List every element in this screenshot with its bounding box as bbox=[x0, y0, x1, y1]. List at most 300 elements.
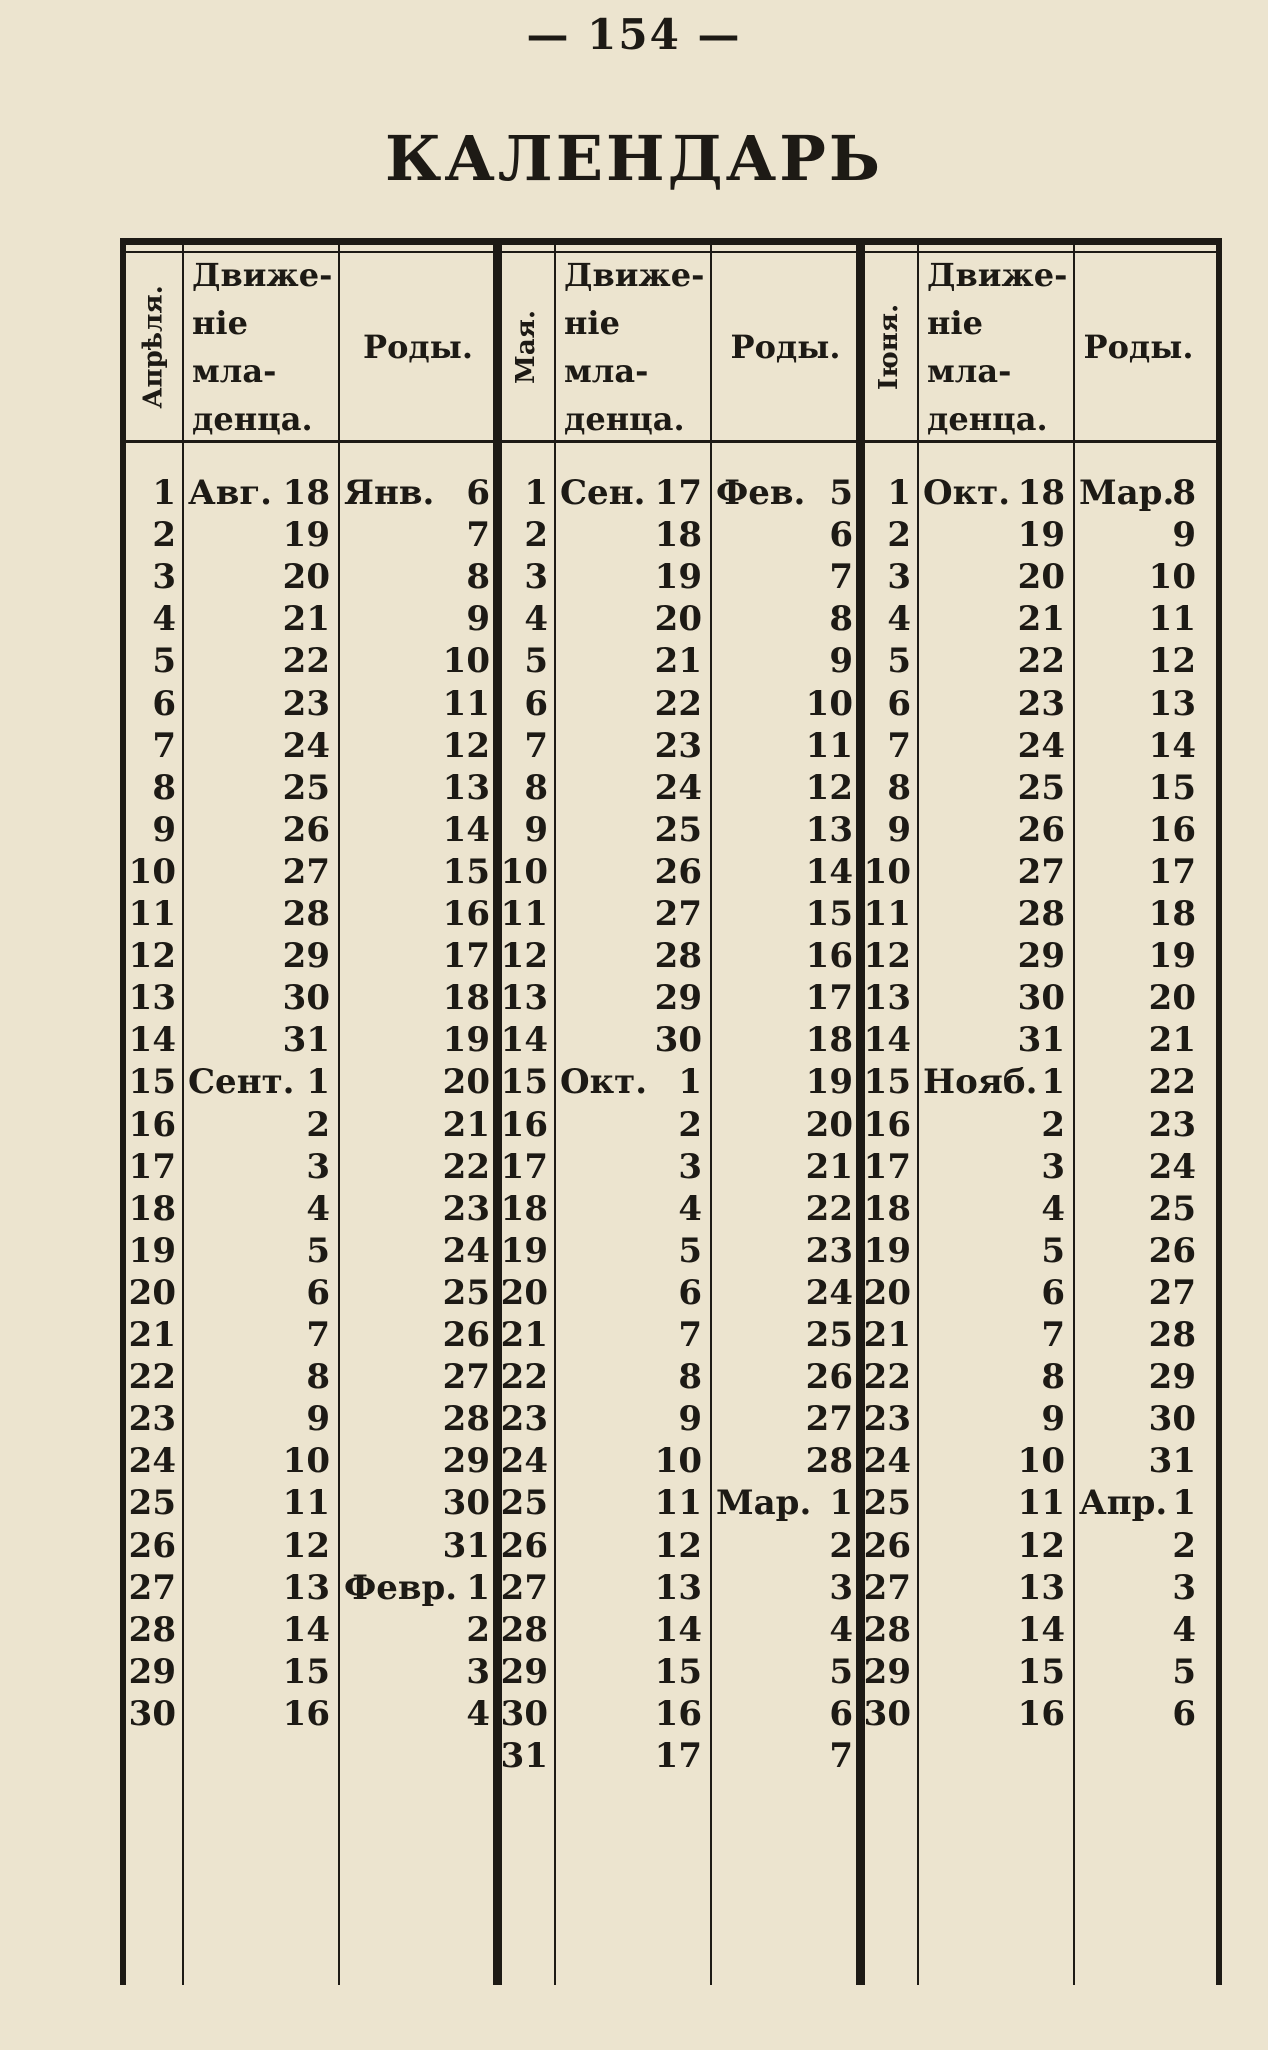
day-cell: 19 bbox=[128, 1230, 176, 1271]
motion-date: 25 bbox=[654, 809, 702, 850]
birth-date: 9 bbox=[466, 599, 490, 640]
motion-date: 11 bbox=[654, 1483, 702, 1524]
birth-date: 12 bbox=[442, 725, 490, 766]
birth-date: 4 bbox=[466, 1693, 490, 1734]
birth-month: Февр. bbox=[344, 1567, 458, 1608]
birth-date: 15 bbox=[1148, 767, 1196, 808]
day-cell: 2 bbox=[152, 515, 176, 556]
day-cell: 22 bbox=[128, 1357, 176, 1398]
day-cell: 7 bbox=[152, 725, 176, 766]
day-cell: 23 bbox=[863, 1399, 911, 1440]
day-cell: 10 bbox=[500, 851, 548, 892]
motion-date: 28 bbox=[1017, 894, 1065, 934]
motion-header-line: Движе- bbox=[192, 255, 333, 294]
motion-date: 20 bbox=[654, 599, 702, 640]
motion-date: 6 bbox=[678, 1272, 702, 1313]
motion-date: 5 bbox=[306, 1230, 330, 1271]
birth-date: 18 bbox=[1148, 894, 1196, 934]
birth-date: 6 bbox=[1172, 1693, 1196, 1734]
motion-date: 22 bbox=[654, 683, 702, 724]
motion-date: 12 bbox=[654, 1525, 702, 1566]
birth-date: 24 bbox=[442, 1230, 490, 1271]
day-cell: 16 bbox=[128, 1104, 176, 1145]
motion-date: 16 bbox=[1017, 1693, 1065, 1734]
motion-header bbox=[186, 255, 340, 438]
motion-date: 3 bbox=[678, 1146, 702, 1187]
month-header bbox=[126, 253, 182, 440]
motion-date: 1 bbox=[678, 1062, 702, 1103]
birth-date: 25 bbox=[805, 1315, 853, 1355]
day-cell: 26 bbox=[863, 1525, 911, 1566]
birth-date: 10 bbox=[805, 683, 853, 724]
birth-date: 3 bbox=[1172, 1567, 1196, 1608]
motion-header bbox=[558, 255, 712, 438]
day-cell: 13 bbox=[863, 978, 911, 1019]
birth-date: 3 bbox=[466, 1651, 490, 1692]
day-cell: 6 bbox=[887, 683, 911, 724]
day-cell: 12 bbox=[500, 936, 548, 977]
birth-date: 11 bbox=[1148, 599, 1196, 640]
birth-date: 19 bbox=[1148, 936, 1196, 977]
birth-date: 29 bbox=[442, 1441, 490, 1482]
birth-date: 31 bbox=[1148, 1441, 1196, 1482]
motion-date: 21 bbox=[654, 641, 702, 682]
birth-date: 29 bbox=[1148, 1357, 1196, 1398]
day-cell: 26 bbox=[128, 1525, 176, 1566]
motion-date: 17 bbox=[654, 1736, 702, 1776]
day-cell: 27 bbox=[863, 1567, 911, 1608]
birth-date: 2 bbox=[466, 1609, 490, 1650]
day-cell: 8 bbox=[887, 767, 911, 808]
day-cell: 11 bbox=[128, 894, 176, 934]
calendar-table bbox=[120, 238, 1222, 1985]
motion-header-text bbox=[192, 251, 340, 443]
day-cell: 26 bbox=[500, 1525, 548, 1566]
day-cell: 29 bbox=[128, 1651, 176, 1692]
birth-date: 9 bbox=[1172, 515, 1196, 556]
day-cell: 1 bbox=[524, 473, 548, 513]
motion-date: 23 bbox=[1017, 683, 1065, 724]
month-label: Мая. bbox=[511, 309, 542, 384]
motion-date: 20 bbox=[1017, 557, 1065, 598]
day-cell: 28 bbox=[863, 1609, 911, 1650]
day-cell: 5 bbox=[887, 641, 911, 682]
motion-date: 23 bbox=[282, 683, 330, 724]
motion-month: Окт. bbox=[923, 473, 1011, 513]
motion-date: 28 bbox=[654, 936, 702, 977]
motion-date: 29 bbox=[1017, 936, 1065, 977]
motion-date: 26 bbox=[1017, 809, 1065, 850]
motion-date: 29 bbox=[282, 936, 330, 977]
day-cell: 18 bbox=[128, 1188, 176, 1229]
birth-date: 10 bbox=[1148, 557, 1196, 598]
motion-date: 1 bbox=[1041, 1062, 1065, 1103]
day-cell: 24 bbox=[500, 1441, 548, 1482]
birth-date: 21 bbox=[1148, 1020, 1196, 1061]
birth-date: 1 bbox=[829, 1483, 853, 1524]
day-cell: 2 bbox=[524, 515, 548, 556]
motion-header-line: денца. bbox=[564, 399, 685, 438]
motion-date: 3 bbox=[306, 1146, 330, 1187]
birth-date: 24 bbox=[1148, 1146, 1196, 1187]
motion-date: 11 bbox=[282, 1483, 330, 1524]
motion-date: 30 bbox=[282, 978, 330, 1019]
motion-date: 27 bbox=[1017, 851, 1065, 892]
day-cell: 18 bbox=[500, 1188, 548, 1229]
birth-date: 4 bbox=[1172, 1609, 1196, 1650]
birth-date: 22 bbox=[442, 1146, 490, 1187]
day-cell: 11 bbox=[863, 894, 911, 934]
birth-date: 14 bbox=[1148, 725, 1196, 766]
motion-month: Нояб. bbox=[923, 1062, 1038, 1103]
day-cell: 25 bbox=[863, 1483, 911, 1524]
motion-date: 13 bbox=[654, 1567, 702, 1608]
day-cell: 29 bbox=[863, 1651, 911, 1692]
birth-date: 9 bbox=[829, 641, 853, 682]
birth-date: 11 bbox=[805, 725, 853, 766]
motion-date: 10 bbox=[282, 1441, 330, 1482]
birth-date: 25 bbox=[1148, 1188, 1196, 1229]
birth-date: 15 bbox=[442, 851, 490, 892]
motion-date: 4 bbox=[678, 1188, 702, 1229]
motion-date: 18 bbox=[654, 515, 702, 556]
birth-date: 12 bbox=[1148, 641, 1196, 682]
birth-date: 22 bbox=[1148, 1062, 1196, 1103]
motion-header bbox=[921, 255, 1075, 438]
page-number: — 154 — bbox=[526, 10, 742, 59]
day-cell: 8 bbox=[524, 767, 548, 808]
birth-date: 8 bbox=[466, 557, 490, 598]
month-header bbox=[498, 253, 554, 440]
birth-date: 13 bbox=[1148, 683, 1196, 724]
birth-month: Мар. bbox=[1079, 473, 1175, 513]
day-cell: 4 bbox=[887, 599, 911, 640]
day-cell: 23 bbox=[500, 1399, 548, 1440]
motion-date: 7 bbox=[678, 1315, 702, 1355]
motion-date: 14 bbox=[1017, 1609, 1065, 1650]
motion-date: 9 bbox=[306, 1399, 330, 1440]
birth-date: 14 bbox=[442, 809, 490, 850]
day-cell: 28 bbox=[128, 1609, 176, 1650]
day-cell: 9 bbox=[152, 809, 176, 850]
day-cell: 25 bbox=[500, 1483, 548, 1524]
birth-date: 11 bbox=[442, 683, 490, 724]
day-cell: 21 bbox=[863, 1315, 911, 1355]
motion-date: 25 bbox=[282, 767, 330, 808]
day-cell: 23 bbox=[128, 1399, 176, 1440]
motion-date: 27 bbox=[282, 851, 330, 892]
birth-date: 2 bbox=[1172, 1525, 1196, 1566]
birth-date: 5 bbox=[829, 1651, 853, 1692]
motion-date: 15 bbox=[1017, 1651, 1065, 1692]
motion-date: 9 bbox=[678, 1399, 702, 1440]
day-cell: 17 bbox=[128, 1146, 176, 1187]
motion-date: 9 bbox=[1041, 1399, 1065, 1440]
birth-date: 19 bbox=[442, 1020, 490, 1061]
birth-date: 27 bbox=[1148, 1272, 1196, 1313]
birth-date: 28 bbox=[805, 1441, 853, 1482]
day-cell: 13 bbox=[128, 978, 176, 1019]
motion-date: 3 bbox=[1041, 1146, 1065, 1187]
birth-date: 27 bbox=[442, 1357, 490, 1398]
motion-header-line: ніе мла- bbox=[192, 303, 277, 390]
birth-date: 27 bbox=[805, 1399, 853, 1440]
motion-date: 20 bbox=[282, 557, 330, 598]
birth-date: 7 bbox=[829, 1736, 853, 1776]
motion-date: 5 bbox=[1041, 1230, 1065, 1271]
day-cell: 21 bbox=[128, 1315, 176, 1355]
birth-date: 17 bbox=[805, 978, 853, 1019]
birth-date: 18 bbox=[442, 978, 490, 1019]
day-cell: 14 bbox=[863, 1020, 911, 1061]
motion-date: 10 bbox=[1017, 1441, 1065, 1482]
day-cell: 11 bbox=[500, 894, 548, 934]
motion-date: 13 bbox=[1017, 1567, 1065, 1608]
motion-month: Авг. bbox=[188, 473, 272, 513]
motion-date: 16 bbox=[282, 1693, 330, 1734]
motion-header-line: Движе- bbox=[927, 255, 1068, 294]
birth-date: 28 bbox=[442, 1399, 490, 1440]
day-cell: 4 bbox=[152, 599, 176, 640]
day-cell: 15 bbox=[500, 1062, 548, 1103]
day-cell: 29 bbox=[500, 1651, 548, 1692]
motion-date: 21 bbox=[282, 599, 330, 640]
day-cell: 31 bbox=[500, 1736, 548, 1776]
motion-date: 6 bbox=[1041, 1272, 1065, 1313]
motion-date: 28 bbox=[282, 894, 330, 934]
birth-date: 8 bbox=[829, 599, 853, 640]
motion-date: 1 bbox=[306, 1062, 330, 1103]
motion-date: 19 bbox=[282, 515, 330, 556]
birth-date: 6 bbox=[829, 515, 853, 556]
birth-date: 16 bbox=[805, 936, 853, 977]
motion-header-line: ніе мла- bbox=[927, 303, 1012, 390]
birth-date: 30 bbox=[442, 1483, 490, 1524]
motion-header-line: Движе- bbox=[564, 255, 705, 294]
birth-month: Мар. bbox=[716, 1483, 812, 1524]
motion-month: Окт. bbox=[560, 1062, 648, 1103]
birth-date: 13 bbox=[442, 767, 490, 808]
birth-date: 30 bbox=[1148, 1399, 1196, 1440]
motion-date: 26 bbox=[282, 809, 330, 850]
motion-date: 19 bbox=[654, 557, 702, 598]
motion-date: 2 bbox=[1041, 1104, 1065, 1145]
day-cell: 18 bbox=[863, 1188, 911, 1229]
motion-date: 8 bbox=[1041, 1357, 1065, 1398]
birth-date: 20 bbox=[805, 1104, 853, 1145]
birth-header: Роды. bbox=[363, 327, 473, 366]
day-cell: 25 bbox=[128, 1483, 176, 1524]
day-cell: 20 bbox=[500, 1272, 548, 1313]
birth-date: 25 bbox=[442, 1272, 490, 1313]
motion-date: 15 bbox=[654, 1651, 702, 1692]
day-cell: 15 bbox=[863, 1062, 911, 1103]
birth-date: 16 bbox=[1148, 809, 1196, 850]
motion-date: 13 bbox=[282, 1567, 330, 1608]
day-cell: 9 bbox=[887, 809, 911, 850]
motion-date: 22 bbox=[282, 641, 330, 682]
motion-date: 14 bbox=[654, 1609, 702, 1650]
birth-date: 26 bbox=[805, 1357, 853, 1398]
birth-date: 23 bbox=[442, 1188, 490, 1229]
day-cell: 14 bbox=[500, 1020, 548, 1061]
motion-date: 27 bbox=[654, 894, 702, 934]
day-cell: 30 bbox=[863, 1693, 911, 1734]
day-cell: 30 bbox=[128, 1693, 176, 1734]
day-cell: 7 bbox=[887, 725, 911, 766]
day-cell: 27 bbox=[128, 1567, 176, 1608]
day-cell: 5 bbox=[524, 641, 548, 682]
day-cell: 17 bbox=[500, 1146, 548, 1187]
motion-date: 5 bbox=[678, 1230, 702, 1271]
day-cell: 6 bbox=[152, 683, 176, 724]
motion-date: 15 bbox=[282, 1651, 330, 1692]
motion-date: 30 bbox=[654, 1020, 702, 1061]
day-cell: 20 bbox=[128, 1272, 176, 1313]
birth-date: 3 bbox=[829, 1567, 853, 1608]
motion-header-text bbox=[564, 251, 712, 443]
motion-date: 11 bbox=[1017, 1483, 1065, 1524]
motion-date: 4 bbox=[1041, 1188, 1065, 1229]
day-cell: 3 bbox=[887, 557, 911, 598]
motion-date: 30 bbox=[1017, 978, 1065, 1019]
month-label: Іюня. bbox=[874, 303, 904, 390]
motion-date: 10 bbox=[654, 1441, 702, 1482]
motion-month: Сен. bbox=[560, 473, 646, 513]
day-cell: 15 bbox=[128, 1062, 176, 1103]
birth-date: 5 bbox=[829, 473, 853, 513]
motion-date: 22 bbox=[1017, 641, 1065, 682]
day-cell: 8 bbox=[152, 767, 176, 808]
day-cell: 19 bbox=[500, 1230, 548, 1271]
month-header bbox=[861, 253, 917, 440]
birth-date: 6 bbox=[829, 1693, 853, 1734]
motion-date: 23 bbox=[654, 725, 702, 766]
birth-date: 19 bbox=[805, 1062, 853, 1103]
motion-date: 24 bbox=[654, 767, 702, 808]
motion-date: 26 bbox=[654, 851, 702, 892]
day-cell: 12 bbox=[128, 936, 176, 977]
birth-date: 18 bbox=[805, 1020, 853, 1061]
motion-header-line: ніе мла- bbox=[564, 303, 649, 390]
motion-date: 19 bbox=[1017, 515, 1065, 556]
motion-date: 24 bbox=[1017, 725, 1065, 766]
day-cell: 9 bbox=[524, 809, 548, 850]
birth-date: 10 bbox=[442, 641, 490, 682]
day-cell: 5 bbox=[152, 641, 176, 682]
birth-date: 26 bbox=[442, 1315, 490, 1355]
birth-date: 7 bbox=[829, 557, 853, 598]
birth-date: 21 bbox=[442, 1104, 490, 1145]
day-cell: 3 bbox=[152, 557, 176, 598]
motion-date: 14 bbox=[282, 1609, 330, 1650]
birth-date: 22 bbox=[805, 1188, 853, 1229]
page-title: КАЛЕНДАРЬ bbox=[385, 122, 883, 195]
birth-date: 20 bbox=[442, 1062, 490, 1103]
motion-date: 8 bbox=[306, 1357, 330, 1398]
day-cell: 1 bbox=[887, 473, 911, 513]
birth-header: Роды. bbox=[1083, 327, 1194, 366]
birth-date: 1 bbox=[1172, 1483, 1196, 1524]
birth-date: 31 bbox=[442, 1525, 490, 1566]
day-cell: 17 bbox=[863, 1146, 911, 1187]
motion-date: 16 bbox=[654, 1693, 702, 1734]
motion-date: 25 bbox=[1017, 767, 1065, 808]
motion-date: 29 bbox=[654, 978, 702, 1019]
motion-date: 21 bbox=[1017, 599, 1065, 640]
day-cell: 10 bbox=[863, 851, 911, 892]
birth-header: Роды. bbox=[730, 327, 841, 366]
birth-date: 20 bbox=[1148, 978, 1196, 1019]
day-cell: 22 bbox=[500, 1357, 548, 1398]
month-label: Апрѣля. bbox=[139, 284, 170, 409]
day-cell: 14 bbox=[128, 1020, 176, 1061]
motion-date: 24 bbox=[282, 725, 330, 766]
day-cell: 21 bbox=[500, 1315, 548, 1355]
motion-header-line: денца. bbox=[927, 399, 1048, 438]
motion-date: 12 bbox=[1017, 1525, 1065, 1566]
day-cell: 20 bbox=[863, 1272, 911, 1313]
motion-date: 17 bbox=[654, 473, 702, 513]
motion-month: Сент. bbox=[188, 1062, 295, 1103]
motion-date: 4 bbox=[306, 1188, 330, 1229]
motion-date: 6 bbox=[306, 1272, 330, 1313]
day-cell: 24 bbox=[863, 1441, 911, 1482]
birth-date: 24 bbox=[805, 1272, 853, 1313]
birth-date: 23 bbox=[805, 1230, 853, 1271]
birth-month: Янв. bbox=[344, 473, 435, 513]
birth-date: 17 bbox=[1148, 851, 1196, 892]
day-cell: 22 bbox=[863, 1357, 911, 1398]
day-cell: 7 bbox=[524, 725, 548, 766]
motion-date: 2 bbox=[306, 1104, 330, 1145]
day-cell: 28 bbox=[500, 1609, 548, 1650]
birth-date: 21 bbox=[805, 1146, 853, 1187]
birth-date: 14 bbox=[805, 851, 853, 892]
motion-header-line: денца. bbox=[192, 399, 313, 438]
motion-header-text bbox=[927, 251, 1075, 443]
birth-date: 17 bbox=[442, 936, 490, 977]
birth-date: 15 bbox=[805, 894, 853, 934]
birth-month: Апр. bbox=[1079, 1483, 1168, 1524]
day-cell: 1 bbox=[152, 473, 176, 513]
motion-date: 2 bbox=[678, 1104, 702, 1145]
birth-date: 6 bbox=[466, 473, 490, 513]
day-cell: 13 bbox=[500, 978, 548, 1019]
day-cell: 2 bbox=[887, 515, 911, 556]
day-cell: 12 bbox=[863, 936, 911, 977]
birth-date: 28 bbox=[1148, 1315, 1196, 1355]
birth-month: Фев. bbox=[716, 473, 806, 513]
birth-date: 1 bbox=[466, 1567, 490, 1608]
day-cell: 27 bbox=[500, 1567, 548, 1608]
motion-date: 31 bbox=[282, 1020, 330, 1061]
birth-date: 12 bbox=[805, 767, 853, 808]
motion-date: 18 bbox=[282, 473, 330, 513]
day-cell: 16 bbox=[863, 1104, 911, 1145]
motion-date: 18 bbox=[1017, 473, 1065, 513]
day-cell: 10 bbox=[128, 851, 176, 892]
birth-date: 13 bbox=[805, 809, 853, 850]
motion-date: 7 bbox=[306, 1315, 330, 1355]
birth-date: 8 bbox=[1172, 473, 1196, 513]
birth-date: 4 bbox=[829, 1609, 853, 1650]
day-cell: 16 bbox=[500, 1104, 548, 1145]
birth-date: 2 bbox=[829, 1525, 853, 1566]
day-cell: 6 bbox=[524, 683, 548, 724]
motion-date: 12 bbox=[282, 1525, 330, 1566]
motion-date: 31 bbox=[1017, 1020, 1065, 1061]
